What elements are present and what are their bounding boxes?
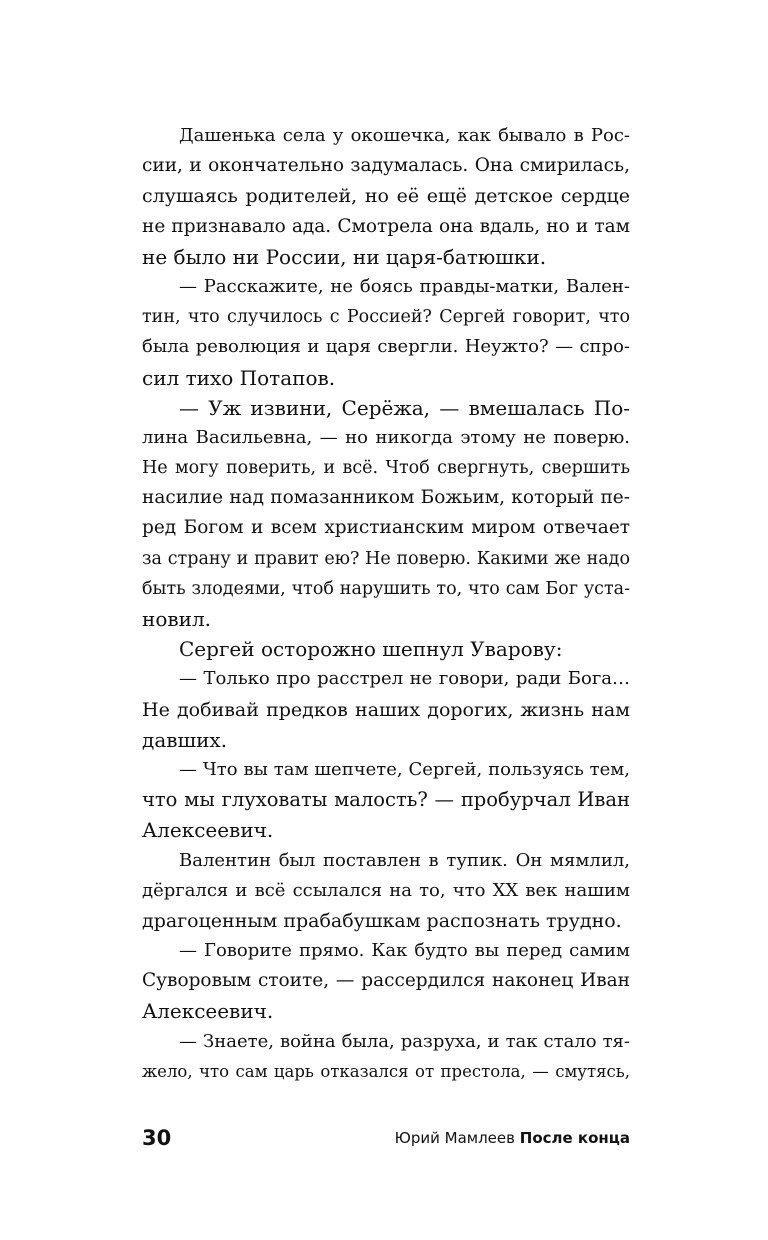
page-number: 30 [142,1126,172,1150]
text-line: что мы глуховаты малость? — пробурчал Иван [142,788,630,812]
text-line: ред Богом и всем христианским миром отвечает [142,517,630,539]
text-line: — Что вы там шепчете, Сергей, пользуясь тем, [179,758,630,780]
body-text [142,121,630,1087]
text-line: Алексеевич. [142,818,274,843]
text-line: за страну и правит ею? Не поверю. Какими же надо [142,548,630,569]
text-line: лина Васильевна, — но никогда этому не поверю. [142,426,630,448]
text-line: — Расскажите, не боясь правды-матки, Вален- [179,275,630,297]
running-head-author: Юрий Мамлеев [394,1129,515,1147]
text-line: — Знаете, война была, разруха, и так стало тя- [179,1030,630,1052]
text-line: жело, что сам царь отказался от престола, — смутясь, [142,1061,630,1081]
text-line: — Уж извини, Серёжа, — вмешалась По- [179,395,630,420]
text-line: Не могу поверить, и всё. Чтоб свергнуть, свершить [142,458,630,479]
text-line: не признавало ада. Смотрела она вдаль, но и там [142,215,630,237]
text-line: сил тихо Потапов. [142,365,336,390]
text-line: тин, что случилось с Россией? Сергей говорит, что [142,307,630,328]
text-line: насилие над помазанником Божьим, который пе- [142,487,630,509]
text-line: слушаясь родителей, но её ещё детское сердце [142,185,630,208]
text-line: не было ни России, ни царя-батюшки. [142,244,547,269]
text-line: Алексеевич. [142,999,274,1024]
text-line: сии, и окончательно задумалась. Она смирилась, [142,155,630,177]
text-line: Суворовым стоите, — рассердился наконец Иван [142,970,630,992]
text-line: дёргался и всё ссылался на то, что XX век нашим [142,879,630,901]
text-line: была революция и царя свергли. Неужто? — спро- [142,336,630,358]
text-line: Не добивай предков наших дорогих, жизнь нам [142,698,630,721]
text-line: быть злодеями, чтоб нарушить то, что сам Бог уста- [142,578,630,599]
running-head-book-title: После конца [519,1129,630,1147]
text-line: Сергей осторожно шепнул Уварову: [179,637,563,662]
running-head [395,1128,630,1148]
page-footer [142,1125,630,1151]
text-line: — Только про расстрел не говори, ради Бога… [179,668,630,690]
text-line: Валентин был поставлен в тупик. Он мямлил, [179,849,630,871]
text-line: давших. [142,727,228,752]
text-line: — Говорите прямо. Как будто вы перед самим [179,940,630,962]
text-line: Дашенька села у окошечка, как бывало в Рос- [179,125,630,146]
text-line: новил. [142,607,212,631]
text-line: драгоценным прабабушкам распознать трудно. [142,909,622,932]
